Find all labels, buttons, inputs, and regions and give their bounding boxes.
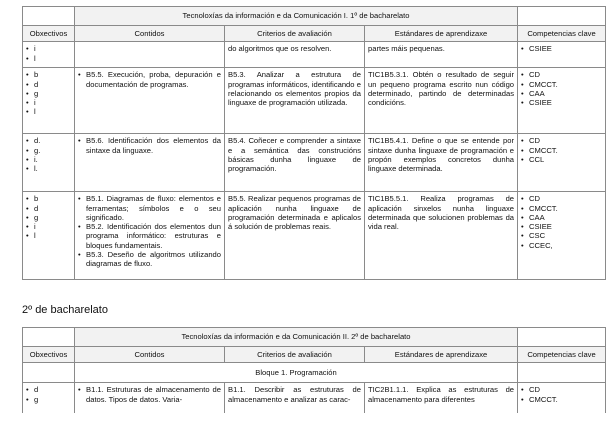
table-corner-cell <box>23 7 75 26</box>
list-item: • CD <box>521 194 602 203</box>
table-title: Tecnoloxías da información e da Comunicación I. 1º de bacharelato <box>75 7 518 26</box>
table-corner-cell <box>518 7 606 26</box>
competencias-cell <box>518 68 606 134</box>
estandares-cell: TIC1B5.5.1. Realiza programas de aplicación sinxelos nunha linguaxe determinada que solucionen problemas da vida real. <box>365 192 518 280</box>
list-item: • l <box>26 107 71 116</box>
list-item: • CSIEE <box>521 222 602 231</box>
block-row <box>23 363 606 383</box>
header-contidos: Contidos <box>75 26 225 42</box>
header-obxectivos: Obxectivos <box>23 26 75 42</box>
table-corner-cell <box>23 328 75 347</box>
contidos-cell <box>75 134 225 192</box>
section-heading: 2º de bacharelato <box>22 304 108 316</box>
criterios-cell: B5.4. Coñecer e comprender a sintaxe e a semántica das construcións básicas dunha linguaxe de programación. <box>225 134 365 192</box>
list-item: • g <box>26 213 71 222</box>
list-item: • l <box>26 54 71 63</box>
list-item: • i <box>26 222 71 231</box>
estandares-cell: partes máis pequenas. <box>365 42 518 68</box>
list-item: • b <box>26 194 71 203</box>
list-item: • B5.1. Diagramas de fluxo: elementos e ferramentas; símbolos e o seu significado. <box>78 194 221 222</box>
table-title: Tecnoloxías da información e da Comunicación II. 2º de bacharelato <box>75 328 518 347</box>
list-item: • CAA <box>521 89 602 98</box>
criterios-cell: B5.3. Analizar a estrutura de programas informáticos, identificando e relacionando os elementos propios da linguaxe de programación utilizada. <box>225 68 365 134</box>
table-row <box>23 383 606 413</box>
list-item: • i <box>26 44 71 53</box>
list-item: • CD <box>521 136 602 145</box>
header-competencias: Competencias clave <box>518 26 606 42</box>
list-item: • g <box>26 89 71 98</box>
list-item: • CMCCT. <box>521 80 602 89</box>
obxectivos-cell <box>23 383 75 413</box>
list-item: • CMCCT. <box>521 395 602 404</box>
obxectivos-cell <box>23 42 75 68</box>
table-header-row <box>23 347 606 363</box>
list-item: • d <box>26 385 71 394</box>
list-item: • b <box>26 70 71 79</box>
obxectivos-cell <box>23 134 75 192</box>
competencias-cell <box>518 383 606 413</box>
header-obxectivos: Obxectivos <box>23 347 75 363</box>
obxectivos-cell <box>23 68 75 134</box>
list-item: • B5.5. Execución, proba, depuración e documentación de programas. <box>78 70 221 89</box>
estandares-cell: TIC1B5.3.1. Obtén o resultado de seguir un pequeno programa escrito nun código determinado, partindo de determinadas condicións. <box>365 68 518 134</box>
list-item: • CD <box>521 70 602 79</box>
list-item: • CMCCT. <box>521 204 602 213</box>
list-item: • l. <box>26 164 71 173</box>
contidos-cell <box>75 383 225 413</box>
contidos-cell <box>75 68 225 134</box>
block-spacer-cell <box>23 363 75 383</box>
list-item: • d <box>26 80 71 89</box>
table-title-row <box>23 328 606 347</box>
header-contidos: Contidos <box>75 347 225 363</box>
block-title: Bloque 1. Programación <box>75 363 518 383</box>
table-row <box>23 192 606 280</box>
list-item: • l <box>26 231 71 240</box>
header-criterios: Criterios de avaliación <box>225 347 365 363</box>
list-item: • B1.1. Estruturas de almacenamento de datos. Tipos de datos. Varia- <box>78 385 221 404</box>
header-criterios: Criterios de avaliación <box>225 26 365 42</box>
table-header-row <box>23 26 606 42</box>
list-item: • CSIEE <box>521 44 602 53</box>
list-item: • d. <box>26 136 71 145</box>
competencias-cell <box>518 42 606 68</box>
contidos-cell <box>75 42 225 68</box>
list-item: • CCL <box>521 155 602 164</box>
table-row <box>23 42 606 68</box>
estandares-cell: TIC2B1.1.1. Explica as estruturas de almacenamento para diferentes <box>365 383 518 413</box>
table-2 <box>22 327 606 413</box>
criterios-cell: do algoritmos que os resolven. <box>225 42 365 68</box>
table-1 <box>22 6 606 280</box>
list-item: • B5.6. Identificación dos elementos da sintaxe da linguaxe. <box>78 136 221 155</box>
list-item: • i <box>26 98 71 107</box>
header-estandares: Estándares de aprendizaxe <box>365 26 518 42</box>
list-item: • B5.3. Deseño de algoritmos utilizando diagramas de fluxo. <box>78 250 221 269</box>
competencias-cell <box>518 134 606 192</box>
list-item: • CSC <box>521 231 602 240</box>
block-spacer-cell <box>518 363 606 383</box>
list-item: • CAA <box>521 213 602 222</box>
criterios-cell: B1.1. Describir as estruturas de almacenamento e analizar as carac- <box>225 383 365 413</box>
list-item: • g. <box>26 146 71 155</box>
list-item: • CCEC, <box>521 241 602 250</box>
header-competencias: Competencias clave <box>518 347 606 363</box>
table-row <box>23 68 606 134</box>
estandares-cell: TIC1B5.4.1. Define o que se entende por sintaxe dunha linguaxe de programación e propón exemplos concretos dunha linguaxe determinada. <box>365 134 518 192</box>
obxectivos-cell <box>23 192 75 280</box>
list-item: • d <box>26 204 71 213</box>
table-row <box>23 134 606 192</box>
list-item: • CSIEE <box>521 98 602 107</box>
contidos-cell <box>75 192 225 280</box>
criterios-cell: B5.5. Realizar pequenos programas de aplicación nunha linguaxe de programación determinada e aplicalos á solución de problemas reais. <box>225 192 365 280</box>
list-item: • B5.2. Identificación dos elementos dun programa informático: estruturas e bloques fundamentais. <box>78 222 221 250</box>
table-title-row <box>23 7 606 26</box>
competencias-cell <box>518 192 606 280</box>
header-estandares: Estándares de aprendizaxe <box>365 347 518 363</box>
table-corner-cell <box>518 328 606 347</box>
list-item: • CD <box>521 385 602 394</box>
list-item: • CMCCT. <box>521 146 602 155</box>
list-item: • g <box>26 395 71 404</box>
list-item: • i. <box>26 155 71 164</box>
